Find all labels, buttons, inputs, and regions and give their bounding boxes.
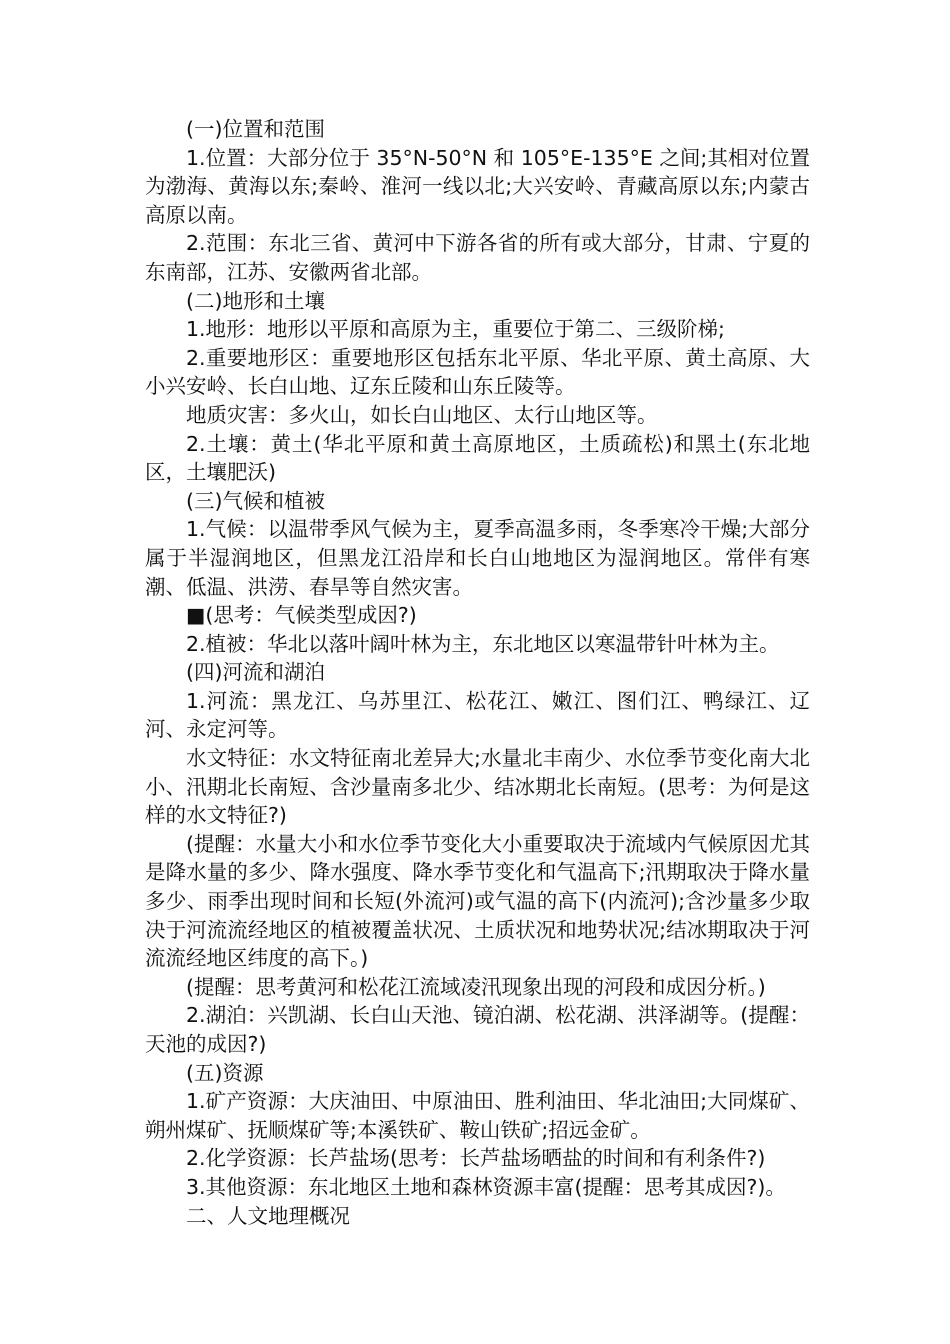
section-heading-human-geography: 二、人文地理概况: [186, 1203, 350, 1228]
section-heading-climate-vegetation: (三)气候和植被: [186, 488, 325, 513]
paragraph-vegetation: 2.植被：华北以落叶阔叶林为主，东北地区以寒温带针叶林为主。: [186, 631, 780, 656]
paragraph-mineral-resources: 1.矿产资源：大庆油田、中原油田、胜利油田、华北油田;大同煤矿、朔州煤矿、抚顺煤矿等;本溪铁矿、鞍山铁矿;招远金矿。: [145, 1089, 810, 1142]
paragraph-terrain: 1.地形：地形以平原和高原为主，重要位于第二、三级阶梯;: [186, 317, 725, 342]
document-body: [145, 115, 810, 1230]
paragraph-climate: 1.气候：以温带季风气候为主，夏季高温多雨，冬季寒冷干燥;大部分属于半湿润地区，但黑龙江沿岸和长白山地地区为湿润地区。常伴有寒潮、低温、洪涝、春旱等自然灾害。: [145, 517, 810, 599]
paragraph-rivers: 1.河流：黑龙江、乌苏里江、松花江、嫩江、图们江、鸭绿江、辽河、永定河等。: [145, 688, 810, 742]
paragraph-think-climate: ■(思考：气候类型成因?): [186, 603, 417, 628]
paragraph-other-resources: 3.其他资源：东北地区土地和森林资源丰富(提醒：思考其成因?)。: [186, 1174, 786, 1199]
section-heading-location: (一)位置和范围: [186, 117, 325, 141]
paragraph-reminder-ice-flood: (提醒：思考黄河和松花江流域凌汛现象出现的河段和成因分析。): [186, 974, 766, 999]
section-heading-terrain-soil: (二)地形和土壤: [186, 288, 325, 313]
paragraph-soil: 2.土壤：黄土(华北平原和黄土高原地区，土质疏松)和黑土(东北地区，土壤肥沃): [145, 431, 810, 485]
paragraph-lakes: 2.湖泊：兴凯湖、长白山天池、镜泊湖、松花湖、洪泽湖等。(提醒：天池的成因?): [145, 1003, 810, 1056]
paragraph-chemical-resources: 2.化学资源：长芦盐场(思考：长芦盐场晒盐的时间和有利条件?): [186, 1146, 766, 1171]
paragraph-location: 1.位置：大部分位于 35°N-50°N 和 105°E-135°E 之间;其相对位置为渤海、黄海以东;秦岭、淮河一线以北;大兴安岭、青藏高原以东;内蒙古高原以南。: [145, 145, 810, 227]
paragraph-geological-hazards: 地质灾害：多火山，如长白山地区、太行山地区等。: [186, 402, 658, 427]
paragraph-scope: 2.范围：东北三省、黄河中下游各省的所有或大部分，甘肃、宁夏的东南部，江苏、安徽两省北部。: [145, 231, 810, 284]
paragraph-main-landforms: 2.重要地形区：重要地形区包括东北平原、华北平原、黄土高原、大小兴安岭、长白山地、辽东丘陵和山东丘陵等。: [145, 345, 810, 399]
section-heading-resources: (五)资源: [186, 1060, 264, 1085]
paragraph-hydrology: 水文特征：水文特征南北差异大;水量北丰南少、水位季节变化南大北小、汛期北长南短、含沙量南多北少、结冰期北长南短。(思考：为何是这样的水文特征?): [145, 746, 810, 828]
paragraph-reminder-hydrology: (提醒：水量大小和水位季节变化大小重要取决于流域内气候原因尤其是降水量的多少、降水强度、降水季节变化和气温高下;汛期取决于降水量多少、雨季出现时间和长短(外流河)或气温的高下(内流河);含沙量多少取决于河流流经地区的植被覆盖状况、土质状况和地势状况;结冰期取决于河流流经地区纬度的高下。): [145, 831, 810, 971]
section-heading-rivers-lakes: (四)河流和湖泊: [186, 660, 325, 685]
